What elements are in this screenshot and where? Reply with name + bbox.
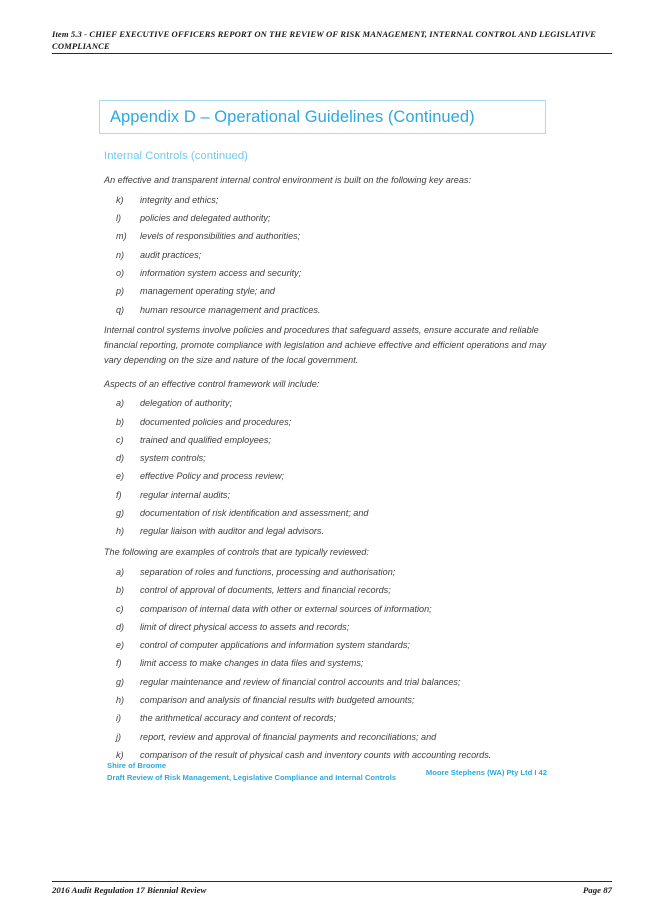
list-item	[104, 732, 556, 743]
list-item-marker: q)	[116, 304, 125, 315]
list-item-text: report, review and approval of financial payments and reconciliations; and	[140, 731, 437, 742]
list-item-text: documented policies and procedures;	[140, 416, 292, 427]
list-item	[104, 398, 556, 409]
list-item-marker: a)	[116, 398, 125, 409]
intro-paragraph-1: An effective and transparent internal control environment is built on the following key areas:	[104, 175, 471, 185]
footer-divider-rule	[52, 881, 612, 882]
list-item-text: regular internal audits;	[140, 489, 230, 500]
page-footer-row	[52, 885, 612, 895]
list-item-text: documentation of risk identification and assessment; and	[140, 508, 369, 519]
list-item-marker: o)	[116, 267, 125, 278]
list-item-text: effective Policy and process review;	[140, 471, 285, 482]
report-footer-organisation: Shire of Broome	[107, 761, 167, 770]
list-item	[104, 713, 556, 724]
list-item-marker: h)	[116, 695, 125, 706]
intro-paragraph-3: The following are examples of controls that are typically reviewed:	[104, 547, 369, 558]
list-item	[104, 604, 556, 615]
list-item	[104, 417, 556, 428]
report-footer-left	[107, 760, 396, 784]
page-footer	[52, 881, 612, 895]
list-item-marker: g)	[116, 676, 125, 687]
list-item-text: comparison of the result of physical cash and inventory counts with accounting records.	[140, 749, 492, 760]
list-item	[104, 435, 556, 446]
list-item	[104, 231, 556, 242]
list-item-marker: d)	[116, 621, 125, 632]
list-item	[104, 640, 556, 651]
list-item-text: limit access to make changes in data files and systems;	[140, 658, 364, 669]
list-item-marker: c)	[116, 603, 124, 614]
list-item	[104, 658, 556, 669]
list-item-text: policies and delegated authority;	[140, 213, 271, 224]
typical-controls-list	[104, 567, 556, 761]
list-item	[104, 250, 556, 261]
section-subheading: Internal Controls (continued)	[104, 150, 248, 162]
list-item	[104, 490, 556, 501]
list-item	[104, 305, 556, 316]
list-item-text: management operating style; and	[140, 286, 275, 297]
list-item-marker: k)	[116, 194, 124, 205]
page-footer-title: 2016 Audit Regulation 17 Biennial Review	[52, 885, 207, 895]
list-item-marker: b)	[116, 416, 125, 427]
list-item-marker: k)	[116, 749, 124, 760]
list-item-marker: m)	[116, 231, 127, 242]
list-item-text: regular liaison with auditor and legal advisors.	[140, 526, 324, 537]
list-item-marker: a)	[116, 566, 125, 577]
list-item-marker: l)	[116, 213, 122, 224]
list-item	[104, 195, 556, 206]
list-item-text: delegation of authority;	[140, 398, 233, 409]
page-number: Page 87	[582, 885, 612, 895]
list-item-text: regular maintenance and review of financial control accounts and trial balances;	[140, 676, 461, 687]
control-framework-list	[104, 398, 556, 537]
list-item	[104, 268, 556, 279]
list-item	[104, 585, 556, 596]
list-item-text: levels of responsibilities and authorities;	[140, 231, 301, 242]
list-item-marker: f)	[116, 489, 122, 500]
header-divider-rule	[52, 53, 612, 54]
list-item	[104, 286, 556, 297]
document-running-header	[52, 28, 612, 54]
list-item-marker: e)	[116, 640, 125, 651]
list-item-marker: f)	[116, 658, 122, 669]
report-footer-firm-and-page: Moore Stephens (WA) Pty Ltd I 42	[425, 768, 547, 777]
list-item-text: comparison and analysis of financial results with budgeted amounts;	[140, 695, 415, 706]
page-title: Appendix D – Operational Guidelines (Continued)	[110, 107, 475, 126]
list-item	[104, 677, 556, 688]
list-item-text: human resource management and practices.	[140, 304, 321, 315]
list-item	[104, 508, 556, 519]
list-item	[104, 471, 556, 482]
list-item-text: limit of direct physical access to assets and records;	[140, 621, 350, 632]
intro-paragraph-2: Aspects of an effective control framework will include:	[104, 378, 320, 389]
list-item-marker: h)	[116, 526, 125, 537]
list-item	[104, 526, 556, 537]
list-item-marker: p)	[116, 286, 125, 297]
list-item-marker: b)	[116, 585, 125, 596]
list-item	[104, 622, 556, 633]
list-item	[104, 213, 556, 224]
appendix-title-box	[99, 100, 546, 134]
document-content	[104, 150, 556, 769]
key-areas-list	[104, 195, 556, 316]
list-item-text: control of computer applications and information system standards;	[140, 640, 410, 651]
list-item-text: control of approval of documents, letters and financial records;	[140, 585, 391, 596]
list-item-text: system controls;	[140, 453, 206, 464]
list-item-marker: e)	[116, 471, 125, 482]
list-item-text: information system access and security;	[140, 267, 302, 278]
list-item-marker: d)	[116, 453, 125, 464]
list-item-text: separation of roles and functions, processing and authorisation;	[140, 566, 396, 577]
list-item-marker: i)	[116, 713, 122, 724]
report-footer	[107, 760, 547, 788]
list-item-marker: j)	[116, 731, 122, 742]
list-item	[104, 695, 556, 706]
list-item-text: trained and qualified employees;	[140, 434, 271, 445]
list-item-text: audit practices;	[140, 249, 202, 260]
list-item	[104, 567, 556, 578]
internal-control-systems-paragraph: Internal control systems involve policies and procedures that safeguard assets, ensure accurate and reliable financial reporting, promote compliance with legislation and achieve effective and efficient operations and may vary depending on the size and nature of the local government.	[104, 325, 547, 365]
list-item-text: the arithmetical accuracy and content of records;	[140, 713, 337, 724]
list-item-text: comparison of internal data with other or external sources of information;	[140, 603, 432, 614]
list-item	[104, 453, 556, 464]
list-item-marker: g)	[116, 508, 125, 519]
report-footer-document-title: Draft Review of Risk Management, Legislative Compliance and Internal Controls	[107, 772, 397, 782]
list-item-text: integrity and ethics;	[140, 194, 219, 205]
list-item-marker: c)	[116, 434, 124, 445]
list-item-marker: n)	[116, 249, 125, 260]
running-header-text: Item 5.3 - CHIEF EXECUTIVE OFFICERS REPORT ON THE REVIEW OF RISK MANAGEMENT, INTERNAL CONTROL AND LEGISLATIVE COMPLIANCE	[52, 29, 596, 52]
